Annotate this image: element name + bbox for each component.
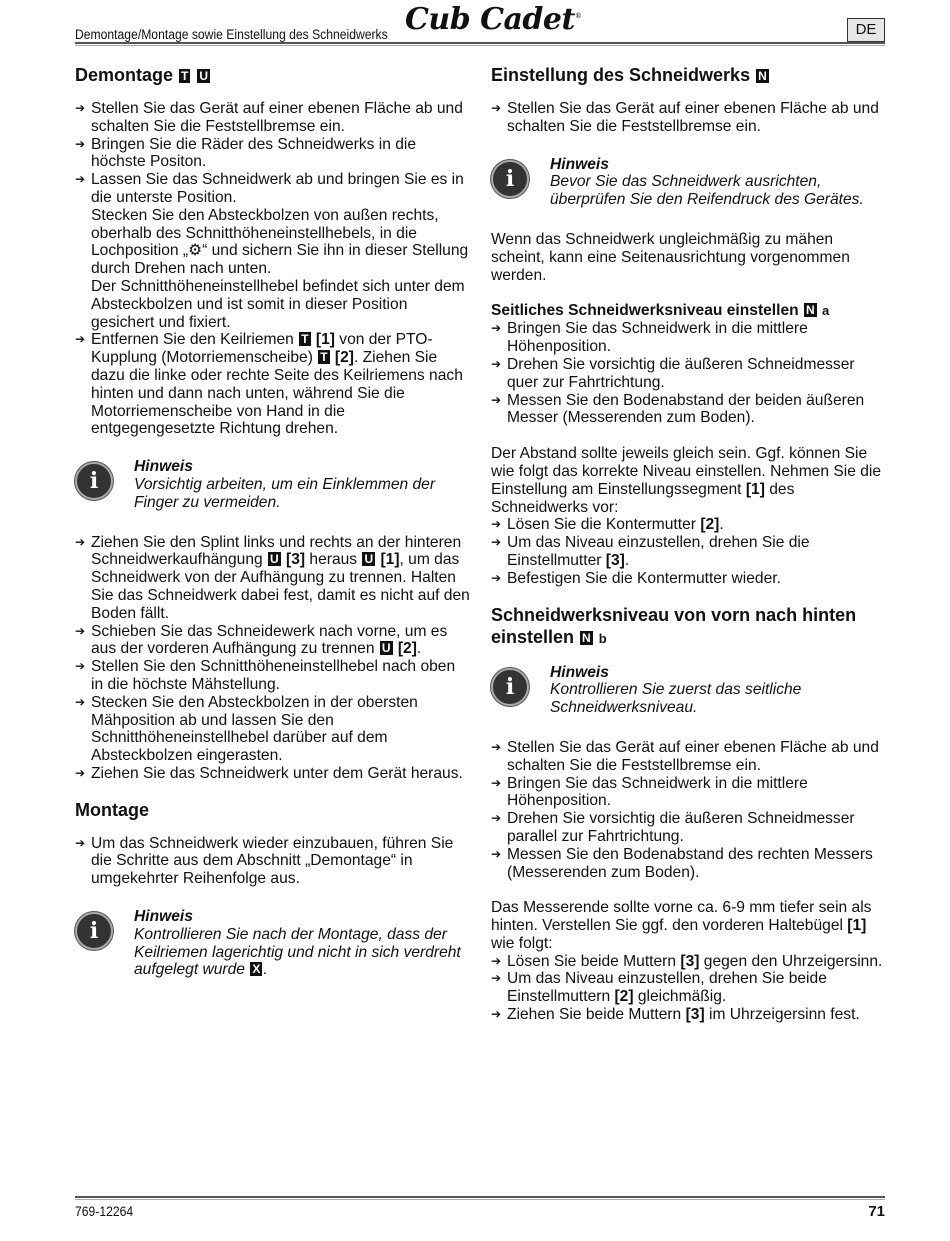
list-item: ➔ Stellen Sie das Gerät auf einer ebenen Fläche ab und schalten Sie die Feststellbremse ein. xyxy=(491,100,886,136)
list-item: ➔ Stecken Sie den Absteckbolzen in der obersten Mähposition ab und lassen Sie den Schnitthöheneinstellhebel darüber auf dem Absteckbolzen eingerasten. xyxy=(75,694,470,765)
figure-ref: U xyxy=(199,69,209,83)
list-item: ➔ Um das Niveau einzustellen, drehen Sie beide Einstellmuttern [2] gleichmäßig. xyxy=(491,970,886,1006)
page-header xyxy=(75,0,885,48)
demontage-steps xyxy=(75,100,470,438)
wrench-icon: ⚙ xyxy=(188,242,203,260)
list-item: ➔ Drehen Sie vorsichtig die äußeren Schneidmesser parallel zur Fahrtrichtung. xyxy=(491,810,886,846)
list-item: ➔ Um das Niveau einzustellen, drehen Sie die Einstellmutter [3]. xyxy=(491,534,886,570)
note-title: Hinweis xyxy=(550,663,609,681)
note-title: Hinweis xyxy=(134,458,193,476)
list-item: ➔ Befestigen Sie die Kontermutter wieder. xyxy=(491,570,886,588)
note-box xyxy=(75,458,470,511)
document-number: 769-12264 xyxy=(75,1204,134,1219)
figure-ref: T xyxy=(181,69,189,83)
info-icon: i xyxy=(75,912,113,950)
list-item: ➔ Ziehen Sie beide Muttern [3] im Uhrzeigersinn fest. xyxy=(491,1006,886,1024)
section-title-vorn-hinten: Schneidwerksniveau von vorn nach hinten einstellen N b xyxy=(491,604,857,647)
list-item: ➔ Stellen Sie das Gerät auf einer ebenen Fläche ab und schalten Sie die Feststellbremse ein. xyxy=(491,739,886,775)
page-number: 71 xyxy=(868,1203,885,1220)
seitlich-steps xyxy=(491,320,886,427)
list-item: ➔ Bringen Sie die Räder des Schneidwerks in die höchste Positon. xyxy=(75,136,470,172)
left-column xyxy=(75,64,470,1001)
figure-ref: N xyxy=(758,69,767,83)
note-box xyxy=(75,908,470,979)
note-title: Hinweis xyxy=(550,155,609,173)
list-item: ➔ Ziehen Sie den Splint links und rechts an der hinteren Schneidwerkaufhängung U [3] heraus U [1], um das Schneidwerk von der Aufhängung zu trennen. Halten Sie das Schneidwerk dabei fest, damit es nicht auf den Boden fällt. xyxy=(75,534,470,623)
footer-rule xyxy=(75,1196,885,1200)
cub-cadet-logo: Cub Cadet® xyxy=(405,2,582,37)
list-item: ➔ Schieben Sie das Schneidewerk nach vorne, um es aus der vorderen Aufhängung zu trennen U [2]. xyxy=(75,623,470,659)
list-item: ➔ Lassen Sie das Schneidwerk ab und bringen Sie es in die unterste Position. Stecken Sie den Absteckbolzen von außen rechts, oberhalb des Schnitthöheneinstellhebels, in die Lochposition „⚙“ und sichern Sie ihn in dieser Stellung durch Drehen nach unten. Der Schnitthöheneinstellhebel befindet sich unter dem Absteckbolzen und ist somit in dieser Position gesichert und fixiert. xyxy=(75,171,470,331)
list-item: ➔ Messen Sie den Bodenabstand der beiden äußeren Messer (Messerenden zum Boden). xyxy=(491,392,886,428)
note-text: Kontrollieren Sie zuerst das seitliche Schneidwerksniveau. xyxy=(550,681,802,717)
list-item: ➔ Messen Sie den Bodenabstand des rechten Messers (Messerenden zum Boden). xyxy=(491,846,886,882)
list-item: ➔ Stellen Sie das Gerät auf einer ebenen Fläche ab und schalten Sie die Feststellbremse ein. xyxy=(75,100,470,136)
vorn-adjust-steps xyxy=(491,953,886,1024)
list-item: ➔ Stellen Sie den Schnitthöheneinstellhebel nach oben in die höchste Mähstellung. xyxy=(75,658,470,694)
list-item: ➔ Ziehen Sie das Schneidwerk unter dem Gerät heraus. xyxy=(75,765,470,783)
info-icon: i xyxy=(75,462,113,500)
section-title-einstellung: Einstellung des Schneidwerks N xyxy=(491,65,767,85)
note-box xyxy=(491,664,886,717)
list-item: ➔ Lösen Sie die Kontermutter [2]. xyxy=(491,516,886,534)
paragraph: Das Messerende sollte vorne ca. 6-9 mm tiefer sein als hinten. Verstellen Sie ggf. den vorderen Haltebügel [1] wie folgt: xyxy=(491,899,872,952)
montage-steps xyxy=(75,835,470,888)
note-text: Bevor Sie das Schneidwerk ausrichten, überprüfen Sie den Reifendruck des Gerätes. xyxy=(550,173,864,209)
info-icon: i xyxy=(491,668,529,706)
list-item: ➔ Drehen Sie vorsichtig die äußeren Schneidmesser quer zur Fahrtrichtung. xyxy=(491,356,886,392)
vorn-steps xyxy=(491,739,886,881)
note-box xyxy=(491,156,886,209)
info-icon: i xyxy=(491,160,529,198)
demontage-steps-2 xyxy=(75,534,470,783)
subsection-title-seitlich: Seitliches Schneidwerksniveau einstellen N a xyxy=(491,302,830,320)
paragraph: Der Abstand sollte jeweils gleich sein. Ggf. können Sie wie folgt das korrekte Niveau einstellen. Nehmen Sie die Einstellung am Einstellungssegment [1] des Schneidwerks vor: xyxy=(491,445,882,516)
seitlich-adjust-steps xyxy=(491,516,886,587)
list-item: ➔ Bringen Sie das Schneidwerk in die mittlere Höhenposition. xyxy=(491,775,886,811)
header-title: Demontage/Montage sowie Einstellung des Schneidwerks xyxy=(75,27,388,42)
list-item: ➔ Um das Schneidwerk wieder einzubauen, führen Sie die Schritte aus dem Abschnitt „Demontage“ in umgekehrter Reihenfolge aus. xyxy=(75,835,470,888)
note-title: Hinweis xyxy=(134,908,193,926)
list-item: ➔ Lösen Sie beide Muttern [3] gegen den Uhrzeigersinn. xyxy=(491,953,886,971)
language-badge: DE xyxy=(847,18,885,42)
list-item: ➔ Entfernen Sie den Keilriemen T [1] von der PTO-Kupplung (Motorriemenscheibe) T [2]. Ziehen Sie dazu die linke oder rechte Seite des Keilriemens nach hinten und dann nach unten, während Sie die Motorriemenscheibe von Hand in die entgegengesetzte Richtung drehen. xyxy=(75,331,470,438)
section-title-demontage: Demontage T U xyxy=(75,65,209,85)
right-column xyxy=(491,64,886,1024)
section-title-montage: Montage xyxy=(75,799,149,820)
note-text: Vorsichtig arbeiten, um ein Einklemmen der Finger zu vermeiden. xyxy=(134,475,436,511)
einstellung-steps xyxy=(491,100,886,136)
logo-text: Cub Cadet xyxy=(405,2,575,37)
list-item: ➔ Bringen Sie das Schneidwerk in die mittlere Höhenposition. xyxy=(491,320,886,356)
header-rule xyxy=(75,42,885,46)
note-text: Kontrollieren Sie nach der Montage, dass der Keilriemen lagerichtig und nicht in sich verdreht aufgelegt wurde X . xyxy=(134,925,461,979)
paragraph: Wenn das Schneidwerk ungleichmäßig zu mähen scheint, kann eine Seitenausrichtung vorgenommen werden. xyxy=(491,230,850,284)
